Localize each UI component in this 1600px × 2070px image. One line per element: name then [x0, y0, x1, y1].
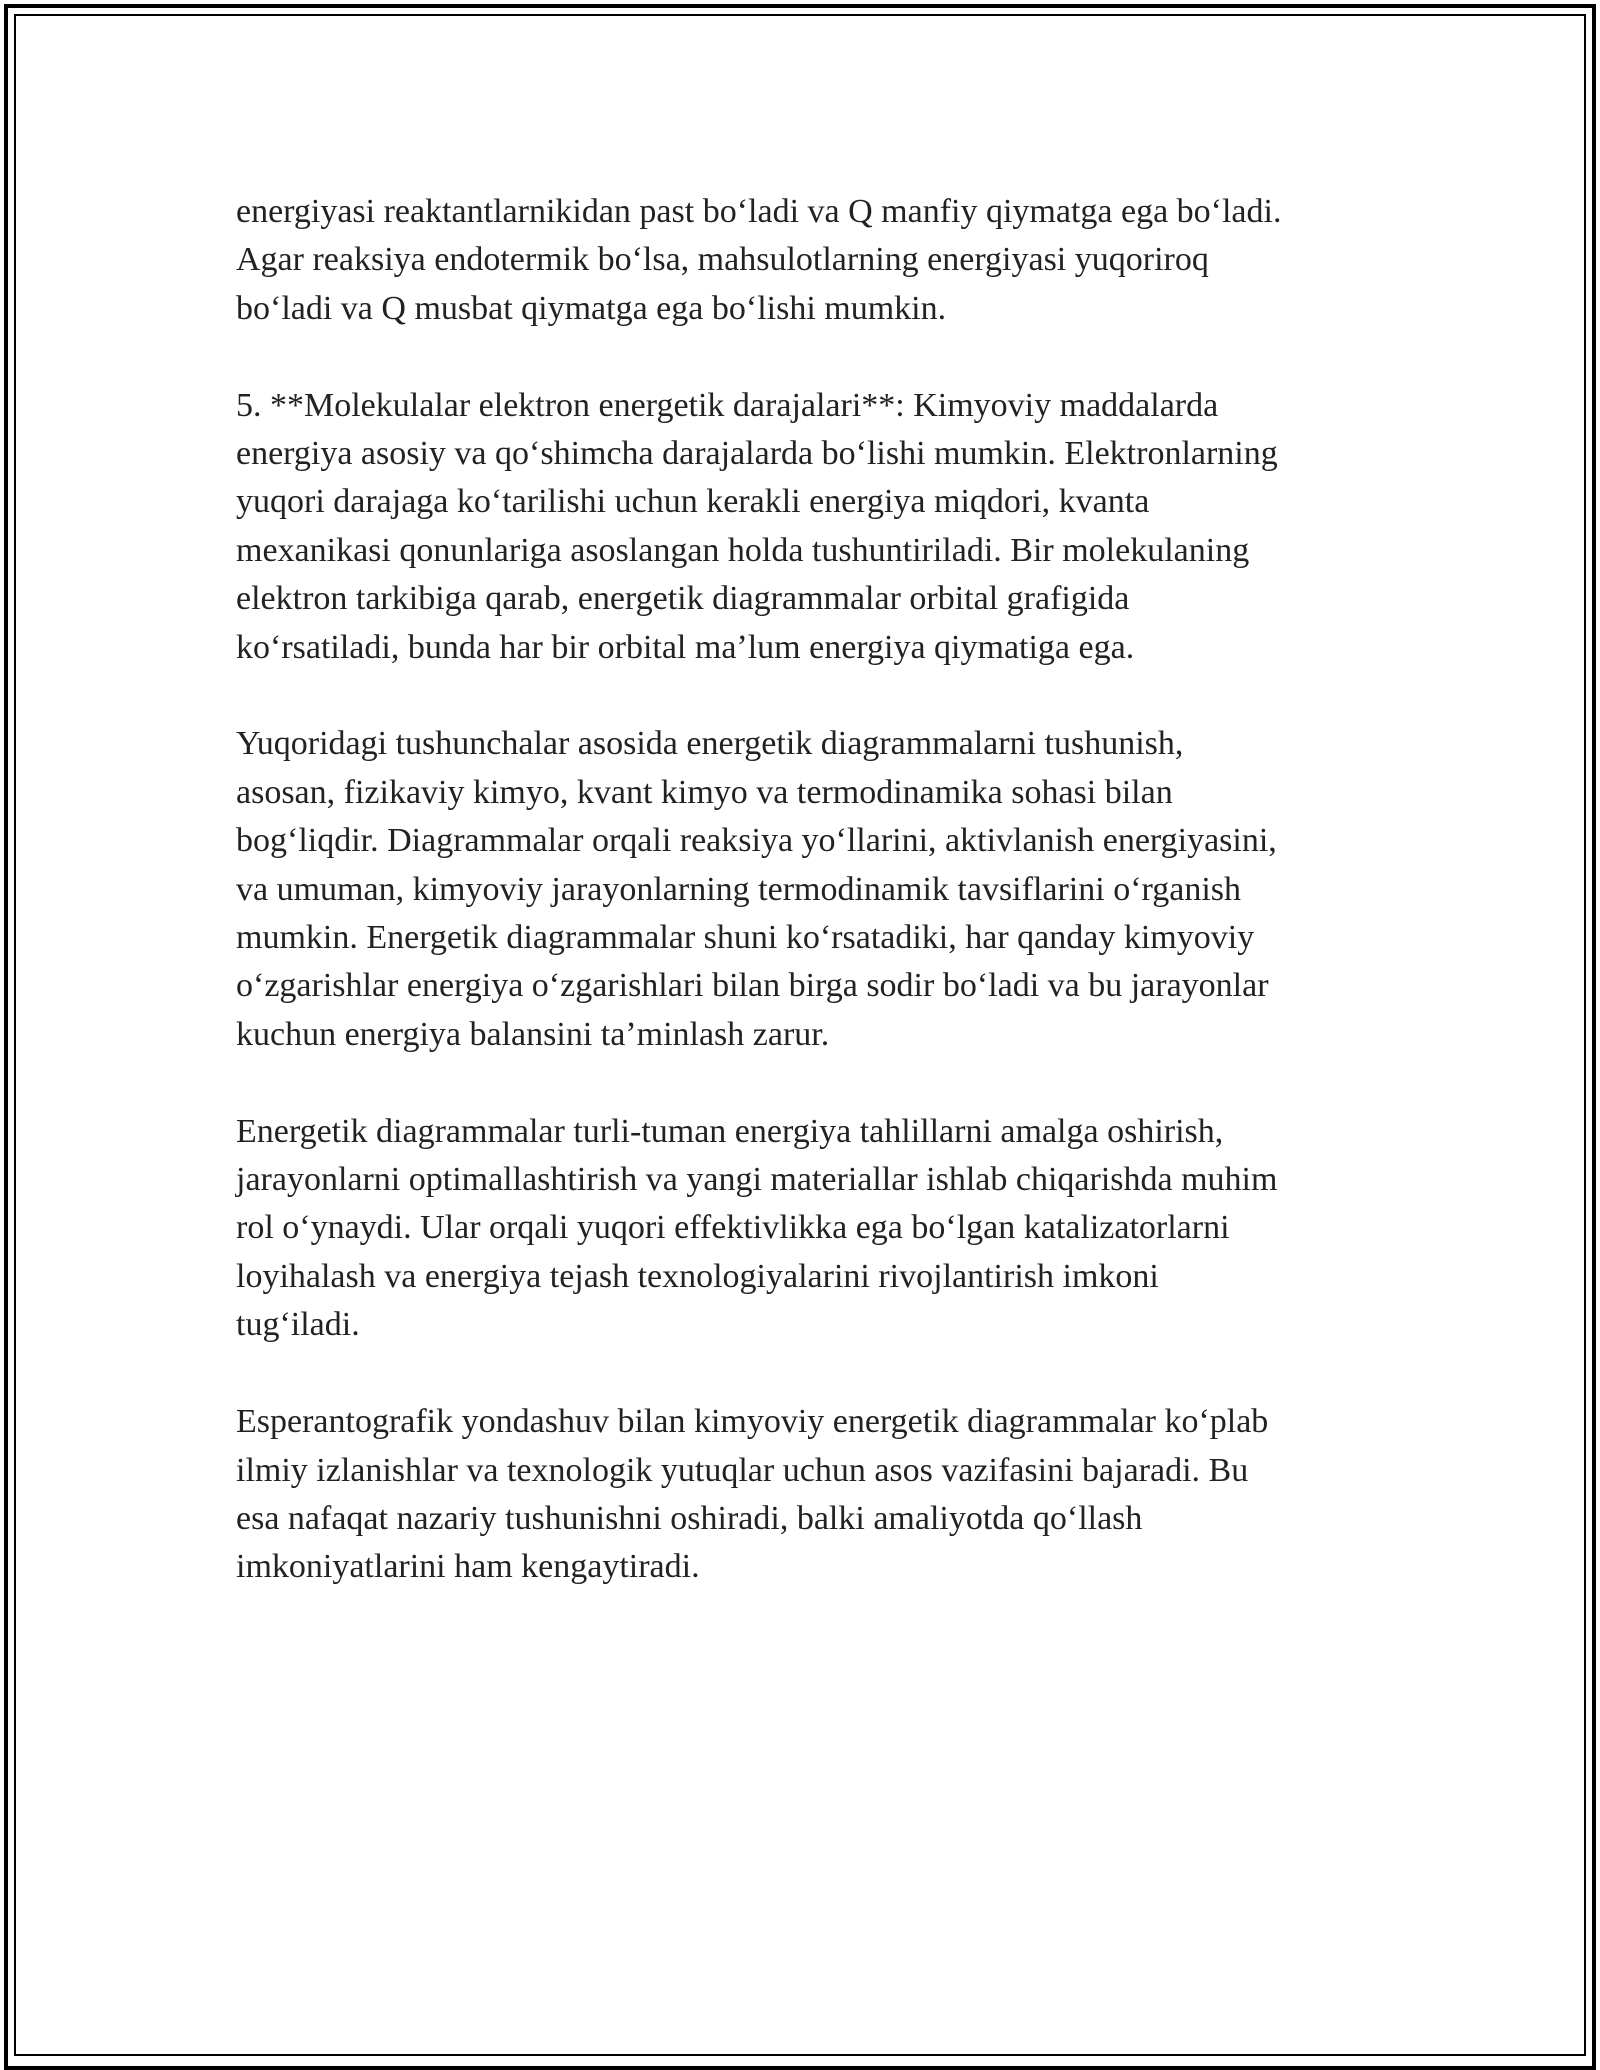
text-line: energiya asosiy va qoʻshimcha darajalarda boʻlishi mumkin. Elektronlarning	[236, 435, 1278, 473]
text-line: elektron tarkibiga qarab, energetik diagrammalar orbital grafigida	[236, 580, 1130, 618]
text-line: ilmiy izlanishlar va texnologik yutuqlar uchun asos vazifasini bajaradi. Bu	[236, 1451, 1249, 1489]
text-line: jarayonlarni optimallashtirish va yangi materiallar ishlab chiqarishda muhim	[236, 1161, 1278, 1199]
text-line: tugʻiladi.	[236, 1306, 360, 1344]
text-line: energiyasi reaktantlarnikidan past boʻladi va Q manfiy qiymatga ega boʻladi.	[236, 193, 1282, 230]
text-line: koʻrsatiladi, bunda har bir orbital maʼlum energiya qiymatiga ega.	[236, 628, 1135, 666]
paragraph-5	[236, 1398, 1386, 1592]
text-line: bogʻliqdir. Diagrammalar orqali reaksiya yoʻllarini, aktivlanish energiyasini,	[236, 822, 1277, 860]
text-line: imkoniyatlarini ham kengaytiradi.	[236, 1548, 700, 1586]
paragraph-3	[236, 720, 1386, 1059]
text-line: Energetik diagrammalar turli-tuman energiya tahlillarni amalga oshirish,	[236, 1112, 1224, 1150]
text-line: Yuqoridagi tushunchalar asosida energetik diagrammalarni tushunish,	[236, 725, 1184, 763]
text-line: esa nafaqat nazariy tushunishni oshiradi, balki amaliyotda qoʻllash	[236, 1499, 1143, 1537]
text-line: kuchun energiya balansini taʼminlash zarur.	[236, 1015, 830, 1053]
text-line: boʻladi va Q musbat qiymatga ega boʻlishi mumkin.	[236, 289, 947, 327]
text-line: Esperantografik yondashuv bilan kimyoviy energetik diagrammalar koʻplab	[236, 1403, 1269, 1441]
text-line: oʻzgarishlar energiya oʻzgarishlari bilan birga sodir boʻladi va bu jarayonlar	[236, 967, 1269, 1005]
paragraph-2	[236, 382, 1386, 672]
text-line: Agar reaksiya endotermik boʻlsa, mahsulotlarning energiyasi yuqoriroq	[236, 241, 1209, 279]
text-line: loyihalash va energiya tejash texnologiyalarini rivojlantirish imkoni	[236, 1257, 1159, 1295]
paragraph-1	[236, 188, 1386, 333]
text-line: rol oʻynaydi. Ular orqali yuqori effektivlikka ega boʻlgan katalizatorlarni	[236, 1209, 1230, 1247]
text-line: asosan, fizikaviy kimyo, kvant kimyo va termodinamika sohasi bilan	[236, 773, 1173, 811]
text-line: mumkin. Energetik diagrammalar shuni koʻrsatadiki, har qanday kimyoviy	[236, 919, 1255, 957]
text-line: va umuman, kimyoviy jarayonlarning termodinamik tavsiflarini oʻrganish	[236, 870, 1241, 908]
text-line: mexanikasi qonunlariga asoslangan holda tushuntiriladi. Bir molekulaning	[236, 531, 1250, 569]
text-line: yuqori darajaga koʻtarilishi uchun kerakli energiya miqdori, kvanta	[236, 483, 1150, 521]
paragraph-4	[236, 1108, 1386, 1350]
text-line: 5. **Molekulalar elektron energetik darajalari**: Kimyoviy maddalarda	[236, 386, 1219, 424]
document-body	[236, 188, 1386, 1640]
